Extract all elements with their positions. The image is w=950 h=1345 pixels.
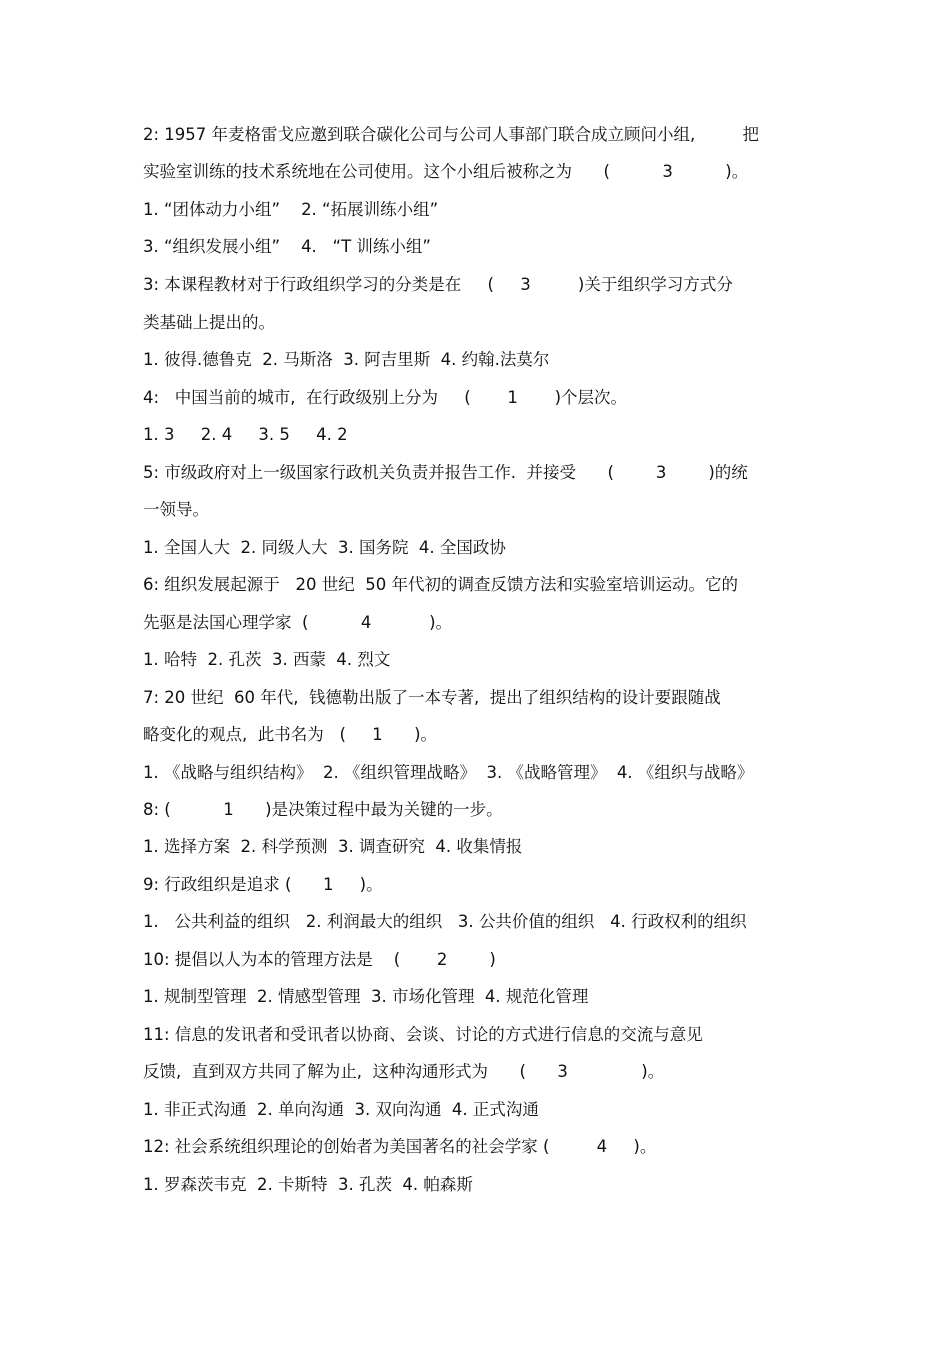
question-7-line-1: 7: 20 世纪 60 年代, 钱德勒出版了一本专著, 提出了组织结构的设计要跟随战 (143, 688, 721, 707)
question-5-line-1: 5: 市级政府对上一级国家行政机关负责并报告工作. 并接受 ( 3 )的统 (143, 463, 748, 482)
question-6-options: 1. 哈特 2. 孔茨 3. 西蒙 4. 烈文 (143, 650, 391, 669)
question-11-options: 1. 非正式沟通 2. 单向沟通 3. 双向沟通 4. 正式沟通 (143, 1100, 539, 1119)
question-12-options: 1. 罗森茨韦克 2. 卡斯特 3. 孔茨 4. 帕森斯 (143, 1175, 473, 1194)
question-10-line-1: 10: 提倡以人为本的管理方法是 ( 2 ) (143, 950, 496, 969)
question-11-line-1: 11: 信息的发讯者和受讯者以协商、会谈、讨论的方式进行信息的交流与意见 (143, 1025, 703, 1044)
question-3-line-2: 类基础上提出的。 (143, 313, 275, 332)
question-3-line-1: 3: 本课程教材对于行政组织学习的分类是在 ( 3 )关于组织学习方式分 (143, 275, 733, 294)
question-12-line-1: 12: 社会系统组织理论的创始者为美国著名的社会学家 ( 4 )。 (143, 1137, 657, 1156)
question-5-line-2: 一领导。 (143, 500, 209, 519)
question-5-options: 1. 全国人大 2. 同级人大 3. 国务院 4. 全国政协 (143, 538, 506, 557)
question-11-line-2: 反馈, 直到双方共同了解为止, 这种沟通形式为 ( 3 )。 (143, 1062, 665, 1081)
question-4-line-1: 4: 中国当前的城市, 在行政级别上分为 ( 1 )个层次。 (143, 388, 628, 407)
question-7-line-2: 略变化的观点, 此书名为 ( 1 )。 (143, 725, 438, 744)
question-9-line-1: 9: 行政组织是追求 ( 1 )。 (143, 875, 383, 894)
question-8-line-1: 8: ( 1 )是决策过程中最为关键的一步。 (143, 800, 503, 819)
question-2-line-1: 2: 1957 年麦格雷戈应邀到联合碳化公司与公司人事部门联合成立顾问小组, 把 (143, 125, 759, 144)
question-3-options: 1. 彼得.德鲁克 2. 马斯洛 3. 阿吉里斯 4. 约翰.法莫尔 (143, 350, 550, 369)
question-6-line-1: 6: 组织发展起源于 20 世纪 50 年代初的调查反馈方法和实验室培训运动。它的 (143, 575, 739, 594)
question-2-line-2: 实验室训练的技术系统地在公司使用。这个小组后被称之为 ( 3 )。 (143, 162, 749, 181)
question-2-options-2: 3. “组织发展小组” 4. “T 训练小组” (143, 237, 431, 256)
question-7-options: 1. 《战略与组织结构》 2. 《组织管理战略》 3. 《战略管理》 4. 《组织与战略》 (143, 763, 754, 782)
question-10-options: 1. 规制型管理 2. 情感型管理 3. 市场化管理 4. 规范化管理 (143, 987, 589, 1006)
question-9-options: 1. 公共利益的组织 2. 利润最大的组织 3. 公共价值的组织 4. 行政权利的组织 (143, 912, 747, 931)
question-2-options-1: 1. “团体动力小组” 2. “拓展训练小组” (143, 200, 439, 219)
question-4-options: 1. 3 2. 4 3. 5 4. 2 (143, 425, 348, 444)
question-8-options: 1. 选择方案 2. 科学预测 3. 调查研究 4. 收集情报 (143, 837, 523, 856)
question-6-line-2: 先驱是法国心理学家 ( 4 )。 (143, 613, 453, 632)
